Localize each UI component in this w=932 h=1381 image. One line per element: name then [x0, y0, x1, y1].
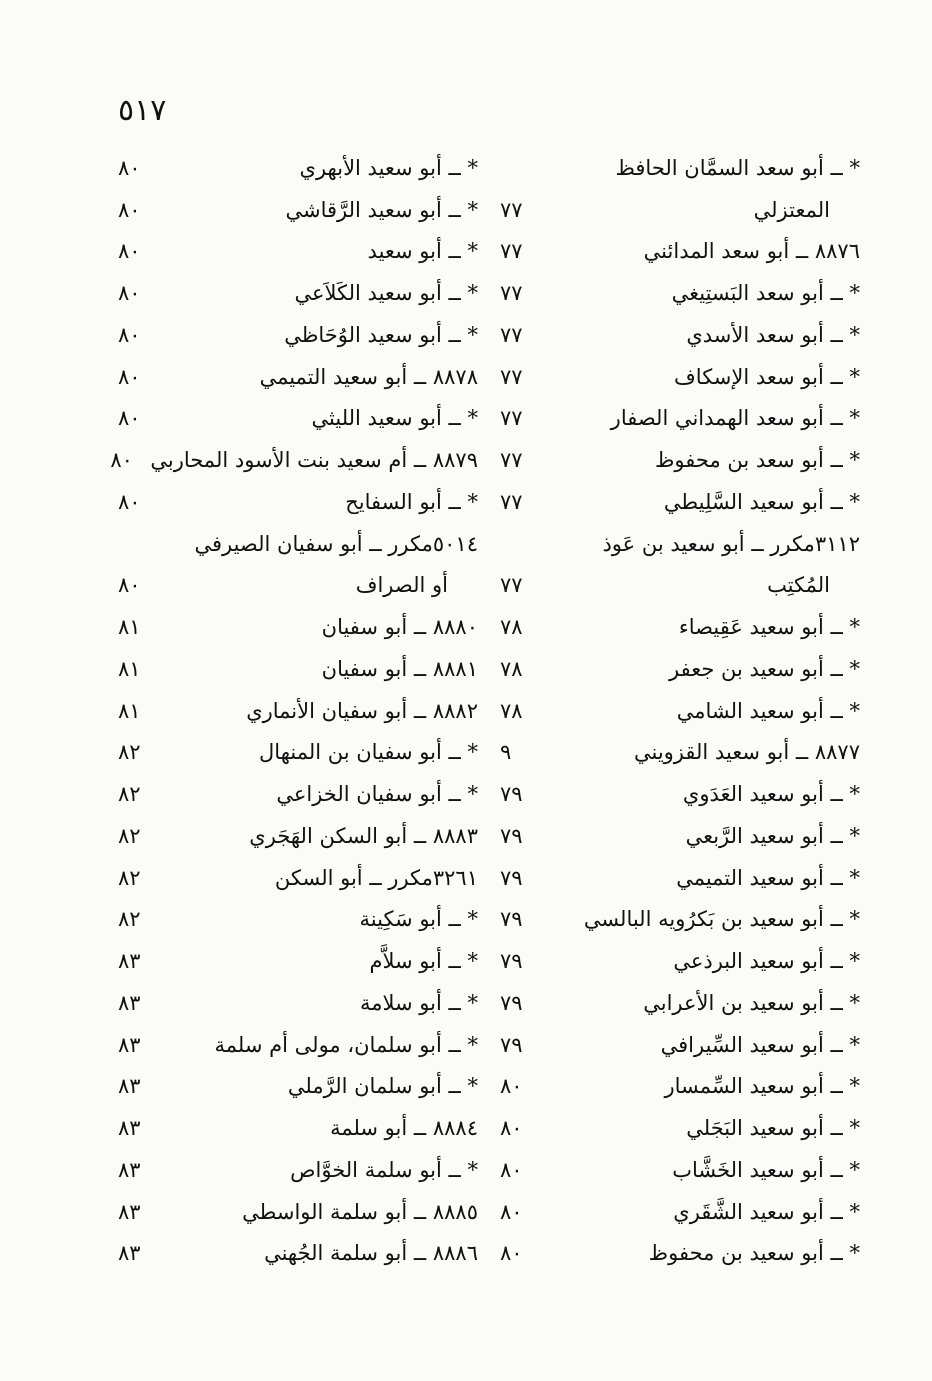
index-entry — [500, 1024, 860, 1066]
index-entry — [500, 189, 860, 231]
index-entry — [118, 857, 478, 899]
entry-page-ref: ٧٨ — [500, 615, 523, 640]
entry-name: * ــ أبو سعيد بن محفوظ — [648, 1241, 860, 1266]
entry-name: * ــ أبو سعيد الرَّقاشي — [285, 197, 478, 222]
entry-page-ref: ٧٧ — [500, 322, 523, 347]
entry-page-ref: ٨٢ — [118, 823, 141, 848]
entry-name: * ــ أبو سَكِينة — [359, 907, 478, 932]
entry-name: أو الصراف — [355, 573, 448, 598]
entry-name: * ــ أبو سعد الإسكاف — [674, 364, 860, 389]
entry-page-ref: ٨٠ — [110, 448, 133, 473]
entry-name: * ــ أبو سعيد عَقِيصاء — [678, 615, 860, 640]
entry-page-ref: ٨٣ — [118, 1241, 141, 1266]
index-entry — [500, 314, 860, 356]
entry-name: ٨٨٧٦ ــ أبو سعد المدائني — [643, 239, 860, 264]
entry-page-ref: ٧٩ — [500, 907, 523, 932]
index-entry — [118, 690, 478, 732]
index-entry — [500, 272, 860, 314]
index-entry — [118, 565, 478, 607]
index-entry — [118, 1024, 478, 1066]
index-entry — [500, 940, 860, 982]
entry-name: ٨٨٨٢ ــ أبو سفيان الأنماري — [246, 698, 478, 723]
index-entry — [118, 648, 478, 690]
entry-page-ref: ٨٠ — [500, 1074, 523, 1099]
entry-name: * ــ أبو سعيد الشامي — [676, 698, 860, 723]
index-entry — [118, 606, 478, 648]
entry-name: * ــ أبو سفيان الخزاعي — [276, 782, 478, 807]
entry-name: * ــ أبو سلامة — [360, 990, 478, 1015]
entry-page-ref: ٨٠ — [500, 1199, 523, 1224]
entry-name: * ــ أبو سعيد البَجَلي — [686, 1116, 860, 1141]
index-entry — [118, 314, 478, 356]
index-entry — [118, 1066, 478, 1108]
entry-name: * ــ أبو سعيد الكَلاَعي — [294, 281, 478, 306]
entry-name: المعتزلي — [753, 197, 830, 222]
entry-name: * ــ أبو سعيد الشَّقَري — [673, 1199, 860, 1224]
index-entry — [118, 773, 478, 815]
entry-page-ref: ٨٣ — [118, 1074, 141, 1099]
index-entry — [500, 1107, 860, 1149]
entry-name: * ــ أبو سعد الأسدي — [686, 322, 860, 347]
index-entry — [118, 147, 478, 189]
entry-page-ref: ٧٧ — [500, 197, 523, 222]
entry-page-ref: ٨٠ — [118, 573, 141, 598]
index-entry — [500, 648, 860, 690]
entry-page-ref: ٧٨ — [500, 656, 523, 681]
entry-page-ref: ٧٩ — [500, 1032, 523, 1057]
index-entry — [118, 189, 478, 231]
entry-name: ٨٨٧٨ ــ أبو سعيد التميمي — [259, 364, 478, 389]
entry-page-ref: ٨١ — [118, 656, 141, 681]
index-entry — [118, 1191, 478, 1233]
index-entry — [118, 356, 478, 398]
index-entry — [118, 231, 478, 273]
entry-page-ref: ٨٠ — [118, 239, 141, 264]
page-number: ٥١٧ — [118, 93, 167, 128]
index-entry — [118, 899, 478, 941]
index-entry — [118, 481, 478, 523]
entry-page-ref: ٧٧ — [500, 573, 523, 598]
index-entry — [500, 1149, 860, 1191]
entry-page-ref: ٧٨ — [500, 698, 523, 723]
index-entry — [118, 732, 478, 774]
entry-page-ref: ٧٧ — [500, 406, 523, 431]
entry-page-ref: ٨٠ — [118, 322, 141, 347]
entry-name: * ــ أبو سعيد — [367, 239, 478, 264]
entry-page-ref: ٧٩ — [500, 865, 523, 890]
entry-name: * ــ أبو سعيد السَّلِيطي — [663, 489, 860, 514]
index-entry — [500, 815, 860, 857]
index-entry — [500, 773, 860, 815]
entry-page-ref: ٨٠ — [118, 406, 141, 431]
entry-page-ref: ٨٠ — [500, 1157, 523, 1182]
entry-name: ٨٨٨٣ ــ أبو السكن الهَجَري — [249, 823, 478, 848]
index-entry — [118, 1107, 478, 1149]
entry-name: * ــ أبو سعيد بن بَكرُويه البالسي — [583, 907, 860, 932]
right-column — [500, 147, 860, 1274]
entry-name: * ــ أبو السفايح — [345, 489, 478, 514]
entry-name: ٣١١٢مكرر ــ أبو سعيد بن عَوذ — [602, 531, 860, 556]
entry-page-ref: ٧٧ — [500, 448, 523, 473]
entry-name: ٥٠١٤مكرر ــ أبو سفيان الصيرفي — [194, 531, 478, 556]
index-entry — [500, 690, 860, 732]
entry-name: * ــ أبو سلمان، مولى أم سلمة — [214, 1032, 478, 1057]
entry-page-ref: ٧٧ — [500, 489, 523, 514]
entry-page-ref: ٧٧ — [500, 364, 523, 389]
entry-page-ref: ٨٠ — [118, 281, 141, 306]
index-entry — [118, 398, 478, 440]
index-entry — [500, 857, 860, 899]
index-entry — [500, 356, 860, 398]
index-entry — [500, 1233, 860, 1275]
entry-page-ref: ٧٩ — [500, 782, 523, 807]
entry-page-ref: ٨٢ — [118, 865, 141, 890]
index-entry — [118, 523, 478, 565]
entry-page-ref: ٩ — [500, 740, 512, 765]
entry-name: * ــ أبو سعيد الوُحَاظي — [284, 322, 478, 347]
index-entry — [500, 1066, 860, 1108]
index-entry — [500, 231, 860, 273]
index-entry — [118, 1149, 478, 1191]
entry-name: * ــ أبو سعيد الأبهري — [299, 155, 478, 180]
entry-name: * ــ أبو سعيد السِّيرافي — [660, 1032, 860, 1057]
entry-name: ٨٨٨١ ــ أبو سفيان — [321, 656, 478, 681]
entry-page-ref: ٧٧ — [500, 281, 523, 306]
index-entry — [500, 732, 860, 774]
index-entry — [118, 940, 478, 982]
entry-page-ref: ٨٣ — [118, 1032, 141, 1057]
entry-name: المُكتِب — [767, 573, 830, 598]
entry-page-ref: ٨٣ — [118, 1116, 141, 1141]
entry-page-ref: ٨١ — [118, 698, 141, 723]
entry-name: * ــ أبو سعيد بن جعفر — [669, 656, 860, 681]
entry-page-ref: ٨٠ — [500, 1116, 523, 1141]
entry-name: ٨٨٨٠ ــ أبو سفيان — [321, 615, 478, 640]
index-entry — [118, 815, 478, 857]
index-entry — [500, 439, 860, 481]
entry-page-ref: ٨٣ — [118, 1199, 141, 1224]
entry-name: ٨٨٨٦ ــ أبو سلمة الجُهني — [264, 1241, 478, 1266]
entry-name: * ــ أبو سعد بن محفوظ — [655, 448, 860, 473]
entry-page-ref: ٨١ — [118, 615, 141, 640]
entry-name: * ــ أبو سعيد الليثي — [311, 406, 478, 431]
entry-page-ref: ٨٣ — [118, 990, 141, 1015]
entry-page-ref: ٧٧ — [500, 239, 523, 264]
entry-name: * ــ أبو سعيد بن الأعرابي — [643, 990, 860, 1015]
entry-page-ref: ٨٠ — [118, 155, 141, 180]
entry-name: * ــ أبو سعد السمَّان الحافظ — [615, 155, 860, 180]
entry-name: ٨٨٧٩ ــ أم سعيد بنت الأسود المحاربي — [150, 448, 478, 473]
entry-name: * ــ أبو سلاَّم — [369, 949, 478, 974]
index-entry — [500, 606, 860, 648]
entry-page-ref: ٨٣ — [118, 1157, 141, 1182]
entry-name: ٨٨٨٥ ــ أبو سلمة الواسطي — [242, 1199, 478, 1224]
entry-name: * ــ أبو سفيان بن المنهال — [259, 740, 478, 765]
entry-name: * ــ أبو سعد الهمداني الصفار — [610, 406, 860, 431]
entry-page-ref: ٧٩ — [500, 949, 523, 974]
index-entry — [500, 523, 860, 565]
index-entry — [118, 272, 478, 314]
entry-name: * ــ أبو سعيد البرذعي — [673, 949, 860, 974]
index-entry — [500, 982, 860, 1024]
entry-page-ref: ٨٢ — [118, 740, 141, 765]
index-entry — [500, 1191, 860, 1233]
entry-name: * ــ أبو سعد البَستِيغي — [671, 281, 860, 306]
entry-page-ref: ٧٩ — [500, 823, 523, 848]
entry-name: * ــ أبو سلمة الخوَّاص — [290, 1157, 478, 1182]
entry-name: * ــ أبو سعيد العَدَوي — [682, 782, 860, 807]
entry-name: ٨٨٧٧ ــ أبو سعيد القزويني — [633, 740, 860, 765]
index-entry — [500, 481, 860, 523]
entry-page-ref: ٨٠ — [118, 489, 141, 514]
entry-page-ref: ٨٠ — [118, 197, 141, 222]
index-entry — [500, 899, 860, 941]
entry-name: * ــ أبو سلمان الرَّملي — [287, 1074, 478, 1099]
entry-name: * ــ أبو سعيد التميمي — [676, 865, 860, 890]
entry-page-ref: ٨٢ — [118, 907, 141, 932]
index-entry — [118, 982, 478, 1024]
entry-name: * ــ أبو سعيد الرَّبعي — [685, 823, 860, 848]
index-entry — [118, 1233, 478, 1275]
left-column — [110, 147, 478, 1274]
entry-name: ٣٢٦١مكرر ــ أبو السكن — [274, 865, 478, 890]
entry-page-ref: ٨٢ — [118, 782, 141, 807]
entry-name: ٨٨٨٤ ــ أبو سلمة — [330, 1116, 478, 1141]
entry-page-ref: ٧٩ — [500, 990, 523, 1015]
entry-name: * ــ أبو سعيد الخَشَّاب — [672, 1157, 860, 1182]
index-entry — [500, 398, 860, 440]
index-entry — [500, 147, 860, 189]
entry-page-ref: ٨٠ — [118, 364, 141, 389]
entry-page-ref: ٨٣ — [118, 949, 141, 974]
entry-page-ref: ٨٠ — [500, 1241, 523, 1266]
index-entry — [500, 565, 860, 607]
entry-name: * ــ أبو سعيد السِّمسار — [664, 1074, 860, 1099]
index-entry — [110, 439, 478, 481]
